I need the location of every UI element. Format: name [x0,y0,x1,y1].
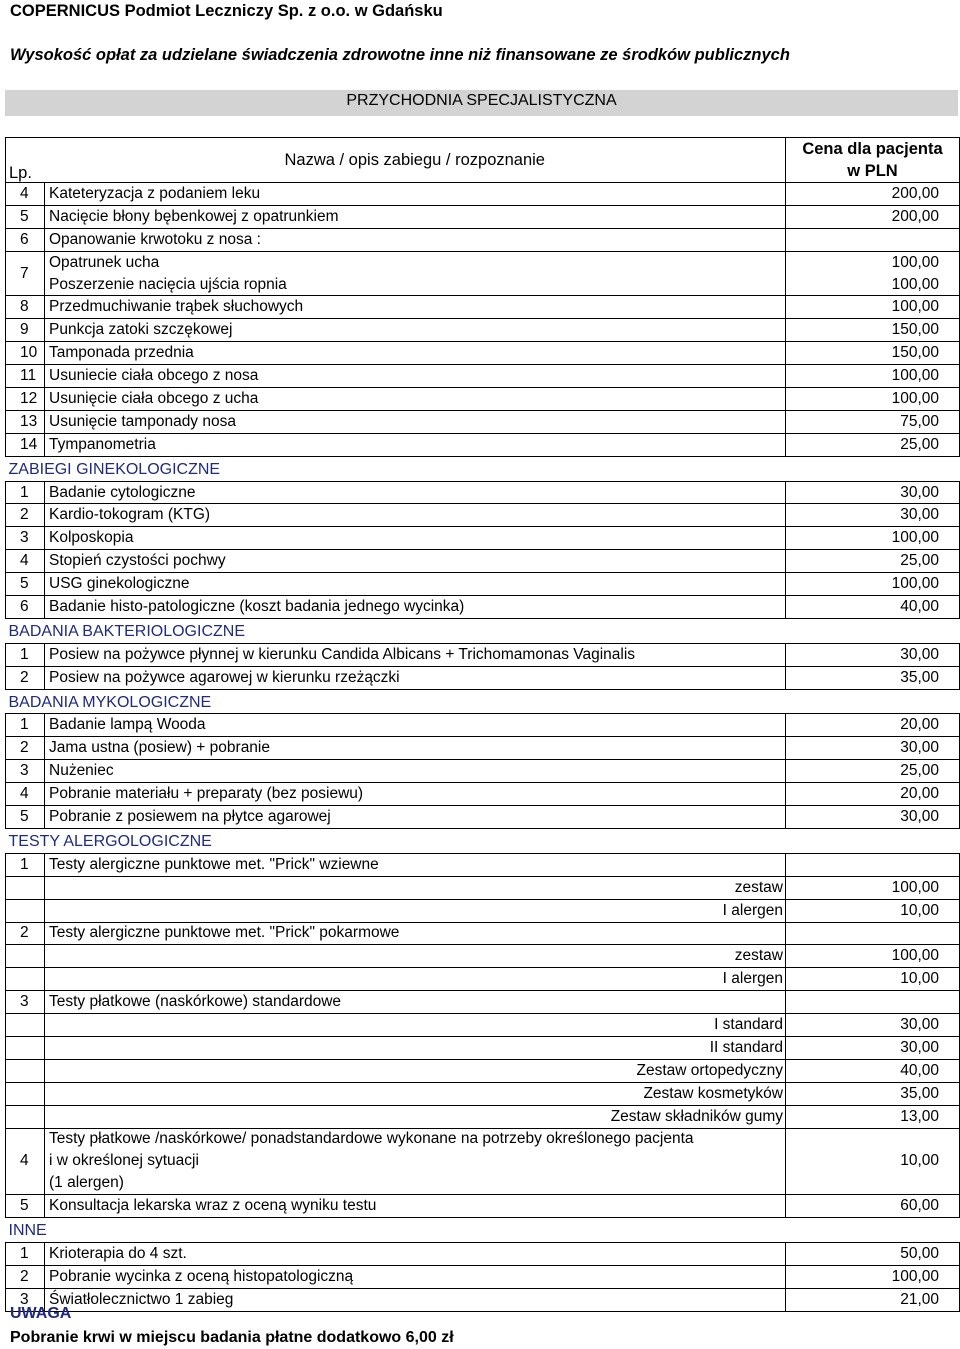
row-description: USG ginekologiczne [45,573,786,596]
sub-row-label: I alergen [45,899,786,922]
row-price: 25,00 [786,550,960,573]
row-description: Kateteryzacja z podaniem leku [45,183,786,206]
table-row [6,481,960,504]
row-description: Testy płatkowe /naskórkowe/ ponadstandardowe wykonane na potrzeby określonego pacjenta [45,1128,786,1150]
row-description: Stopień czystości pochwy [45,550,786,573]
row-description: Badanie lampą Wooda [45,714,786,737]
row-price: 20,00 [786,783,960,806]
row-number-empty [6,968,45,991]
row-description: Posiew na pożywce płynnej w kierunku Candida Albicans + Trichomamonas Vaginalis [45,643,786,666]
section-header: INNE [8,1222,47,1240]
sub-row [6,968,960,991]
row-description: Przedmuchiwanie trąbek słuchowych [45,296,786,319]
sub-row-label: I standard [45,1014,786,1037]
sub-row [6,1082,960,1105]
row-price: 30,00 [786,737,960,760]
row-number: 1 [6,481,45,504]
row-number-empty [6,876,45,899]
table-row [6,643,960,666]
row-price: 100,00 [786,251,960,273]
table-row [6,1242,960,1265]
table-row [6,527,960,550]
row-number: 9 [6,319,45,342]
sub-row [6,1105,960,1128]
row-price: 100,00 [786,388,960,411]
row-number: 3 [6,1288,45,1311]
row-price: 25,00 [786,433,960,456]
table-row [6,433,960,456]
row-price: 30,00 [786,806,960,829]
row-description: Światłolecznictwo 1 zabieg [45,1288,786,1311]
row-description: Pobranie wycinka z oceną histopatologiczną [45,1265,786,1288]
section-header: ZABIEGI GINEKOLOGICZNE [8,460,221,478]
sub-row-label: I alergen [45,968,786,991]
row-price: 20,00 [786,714,960,737]
row-number-empty [6,1082,45,1105]
table-row [6,573,960,596]
row-price: 10,00 [786,899,960,922]
table-row [6,251,960,273]
row-description: Jama ustna (posiew) + pobranie [45,737,786,760]
table-row [6,806,960,829]
row-number: 7 [6,251,45,296]
table-row [6,205,960,228]
row-number: 8 [6,296,45,319]
row-description: Badanie cytologiczne [45,481,786,504]
column-header-name: Nazwa / opis zabiegu / rozpoznanie [45,138,786,183]
section-header-row [6,618,960,643]
sub-row [6,876,960,899]
row-number: 5 [6,1195,45,1218]
row-description: Tamponada przednia [45,342,786,365]
column-header-price-line1: Cena dla pacjenta [786,138,960,161]
table-row [6,596,960,619]
row-number: 1 [6,853,45,876]
table-row [6,296,960,319]
document-subtitle: Wysokość opłat za udzielane świadczenia zdrowotne inne niż finansowane ze środków publicznych [10,46,790,64]
sub-row-label: Zestaw składników gumy [45,1105,786,1128]
row-description: Pobranie materiału + preparaty (bez posiewu) [45,783,786,806]
row-price: 40,00 [786,596,960,619]
row-price: 25,00 [786,760,960,783]
row-number: 3 [6,527,45,550]
row-price: 100,00 [786,527,960,550]
row-number: 12 [6,388,45,411]
sub-row [6,899,960,922]
row-price: 150,00 [786,342,960,365]
section-header-row [6,1218,960,1243]
table-row [6,760,960,783]
row-description: Nużeniec [45,760,786,783]
row-description-3: (1 alergen) [45,1172,786,1194]
table-row [6,1265,960,1288]
price-table [5,137,960,1312]
sub-row-label: zestaw [45,945,786,968]
row-description: Pobranie z posiewem na płytce agarowej [45,806,786,829]
section-header: BADANIA BAKTERIOLOGICZNE [8,622,245,640]
section-header: BADANIA MYKOLOGICZNE [8,693,212,711]
row-price: 75,00 [786,410,960,433]
table-header-row [6,138,960,161]
row-number-empty [6,899,45,922]
row-number: 1 [6,714,45,737]
row-number: 2 [6,504,45,527]
table-row [6,342,960,365]
table-row [6,228,960,251]
table-row [6,550,960,573]
row-description: Konsultacja lekarska wraz z oceną wyniku testu [45,1195,786,1218]
row-price: 150,00 [786,319,960,342]
row-price-2: 100,00 [786,274,960,296]
row-number: 4 [6,550,45,573]
row-number-empty [6,1014,45,1037]
row-number: 3 [6,991,45,1014]
table-row [6,737,960,760]
row-description: Kolposkopia [45,527,786,550]
row-description: Usunięcie ciała obcego z ucha [45,388,786,411]
row-description: Posiew na pożywce agarowej w kierunku rzeżączki [45,666,786,689]
section-header-row [6,689,960,714]
row-description: Punkcja zatoki szczękowej [45,319,786,342]
table-row [6,1128,960,1150]
notice-text: Pobranie krwi w miejscu badania płatne dodatkowo 6,00 zł [10,1329,454,1346]
row-price: 50,00 [786,1242,960,1265]
sub-row-label: Zestaw ortopedyczny [45,1059,786,1082]
row-price [786,228,960,251]
row-number: 10 [6,342,45,365]
row-price: 100,00 [786,876,960,899]
table-row [6,319,960,342]
table-row [6,1195,960,1218]
row-price: 40,00 [786,1059,960,1082]
row-price: 35,00 [786,1082,960,1105]
row-number: 3 [6,760,45,783]
row-price: 200,00 [786,183,960,206]
row-description: Krioterapia do 4 szt. [45,1242,786,1265]
section-header: TESTY ALERGOLOGICZNE [8,832,212,850]
column-header-price-line2: w PLN [786,160,960,183]
row-description: Nacięcie błony bębenkowej z opatrunkiem [45,205,786,228]
section-band [5,90,958,116]
table-row [6,410,960,433]
sub-row-label: II standard [45,1036,786,1059]
row-number: 5 [6,573,45,596]
table-row [6,714,960,737]
column-header-lp: Lp. [6,138,45,183]
row-price [786,991,960,1014]
row-price: 30,00 [786,481,960,504]
table-row [6,783,960,806]
row-number: 4 [6,1128,45,1195]
row-number: 2 [6,922,45,945]
row-number: 4 [6,183,45,206]
row-price: 30,00 [786,504,960,527]
table-row [6,666,960,689]
row-number: 1 [6,643,45,666]
row-number-empty [6,1059,45,1082]
sub-row-label: Zestaw kosmetyków [45,1082,786,1105]
row-number: 13 [6,410,45,433]
row-description: Testy alergiczne punktowe met. "Prick" wziewne [45,853,786,876]
row-number: 2 [6,1265,45,1288]
row-number: 11 [6,365,45,388]
row-description: Testy alergiczne punktowe met. "Prick" pokarmowe [45,922,786,945]
row-description: Opanowanie krwotoku z nosa : [45,228,786,251]
row-price: 30,00 [786,1036,960,1059]
row-description: Testy płatkowe (naskórkowe) standardowe [45,991,786,1014]
section-header-row [6,828,960,853]
section-header-row [6,456,960,481]
row-price: 100,00 [786,573,960,596]
row-price: 35,00 [786,666,960,689]
row-number: 6 [6,596,45,619]
table-row [6,504,960,527]
row-price [786,922,960,945]
sub-row-label: zestaw [45,876,786,899]
row-number: 4 [6,783,45,806]
row-number: 2 [6,666,45,689]
row-price: 100,00 [786,365,960,388]
price-table-body [6,138,960,1312]
organization-name: COPERNICUS Podmiot Leczniczy Sp. z o.o. w Gdańsku [10,2,443,20]
row-number: 2 [6,737,45,760]
row-description: Kardio-tokogram (KTG) [45,504,786,527]
table-row [6,1288,960,1311]
table-row [6,365,960,388]
row-price: 100,00 [786,296,960,319]
row-price: 13,00 [786,1105,960,1128]
row-description-2: i w określonej sytuacji [45,1150,786,1172]
row-price: 10,00 [786,1128,960,1195]
row-number-empty [6,945,45,968]
table-row-continuation [6,274,960,296]
table-row [6,183,960,206]
sub-row [6,1059,960,1082]
table-row [6,991,960,1014]
row-number: 6 [6,228,45,251]
row-description: Usunięcie tamponady nosa [45,410,786,433]
row-price [786,853,960,876]
row-price: 100,00 [786,1265,960,1288]
sub-row [6,1036,960,1059]
row-number: 14 [6,433,45,456]
row-price: 30,00 [786,643,960,666]
row-price: 21,00 [786,1288,960,1311]
notice-heading: UWAGA [10,1305,72,1322]
table-row [6,853,960,876]
row-price: 60,00 [786,1195,960,1218]
row-number: 1 [6,1242,45,1265]
row-number: 5 [6,806,45,829]
table-row [6,388,960,411]
row-number-empty [6,1105,45,1128]
table-row [6,922,960,945]
row-price: 100,00 [786,945,960,968]
row-description: Opatrunek ucha [45,251,786,273]
row-price: 200,00 [786,205,960,228]
row-price: 10,00 [786,968,960,991]
row-description-2: Poszerzenie nacięcia ujścia ropnia [45,274,786,296]
row-description: Tympanometria [45,433,786,456]
section-band-title: PRZYCHODNIA SPECJALISTYCZNA [346,92,617,109]
sub-row [6,945,960,968]
row-number-empty [6,1036,45,1059]
row-description: Badanie histo-patologiczne (koszt badania jednego wycinka) [45,596,786,619]
row-description: Usuniecie ciała obcego z nosa [45,365,786,388]
row-number: 5 [6,205,45,228]
row-price: 30,00 [786,1014,960,1037]
sub-row [6,1014,960,1037]
